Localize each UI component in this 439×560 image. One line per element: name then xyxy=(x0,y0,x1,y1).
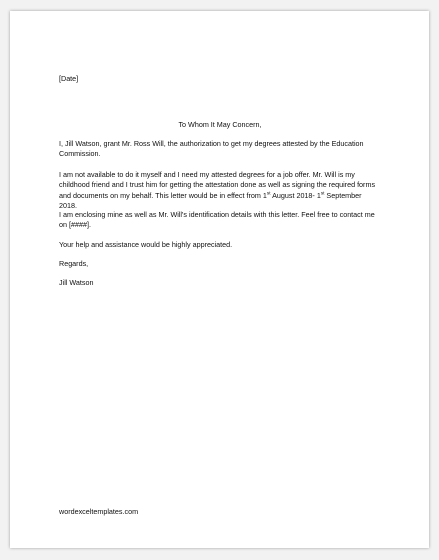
footer-website: wordexceltemplates.com xyxy=(59,507,139,516)
paragraph-appreciation: Your help and assistance would be highly appreciated. xyxy=(59,240,233,249)
letter-page xyxy=(10,11,429,548)
paragraph-reason-mid: August 2018- 1 xyxy=(270,190,321,200)
paragraph-reason-end: September 2018. xyxy=(59,190,362,211)
paragraph-authorization: I, Jill Watson, grant Mr. Ross Will, the authorization to get my degrees attested by the Education Commission. xyxy=(59,139,364,159)
signature-name: Jill Watson xyxy=(59,278,94,287)
ordinal-suffix-1: st xyxy=(266,190,271,196)
ordinal-suffix-2: st xyxy=(320,190,325,196)
paragraph-reason xyxy=(59,170,381,212)
closing: Regards, xyxy=(59,259,89,268)
paragraph-reason-main: I am not available to do it myself and I need my attested degrees for a job offer. Mr. Will is my childhood friend and I trust him for getting the attestation done as well as signing the required forms and documents on my behalf. This letter would be in effect from 1 xyxy=(59,170,376,200)
salutation: To Whom It May Concern, xyxy=(178,120,262,129)
paragraph-enclosure: I am enclosing mine as well as Mr. Will's identification details with this letter. Feel free to contact me on [####]. xyxy=(59,210,375,230)
date-placeholder: [Date] xyxy=(59,74,79,83)
